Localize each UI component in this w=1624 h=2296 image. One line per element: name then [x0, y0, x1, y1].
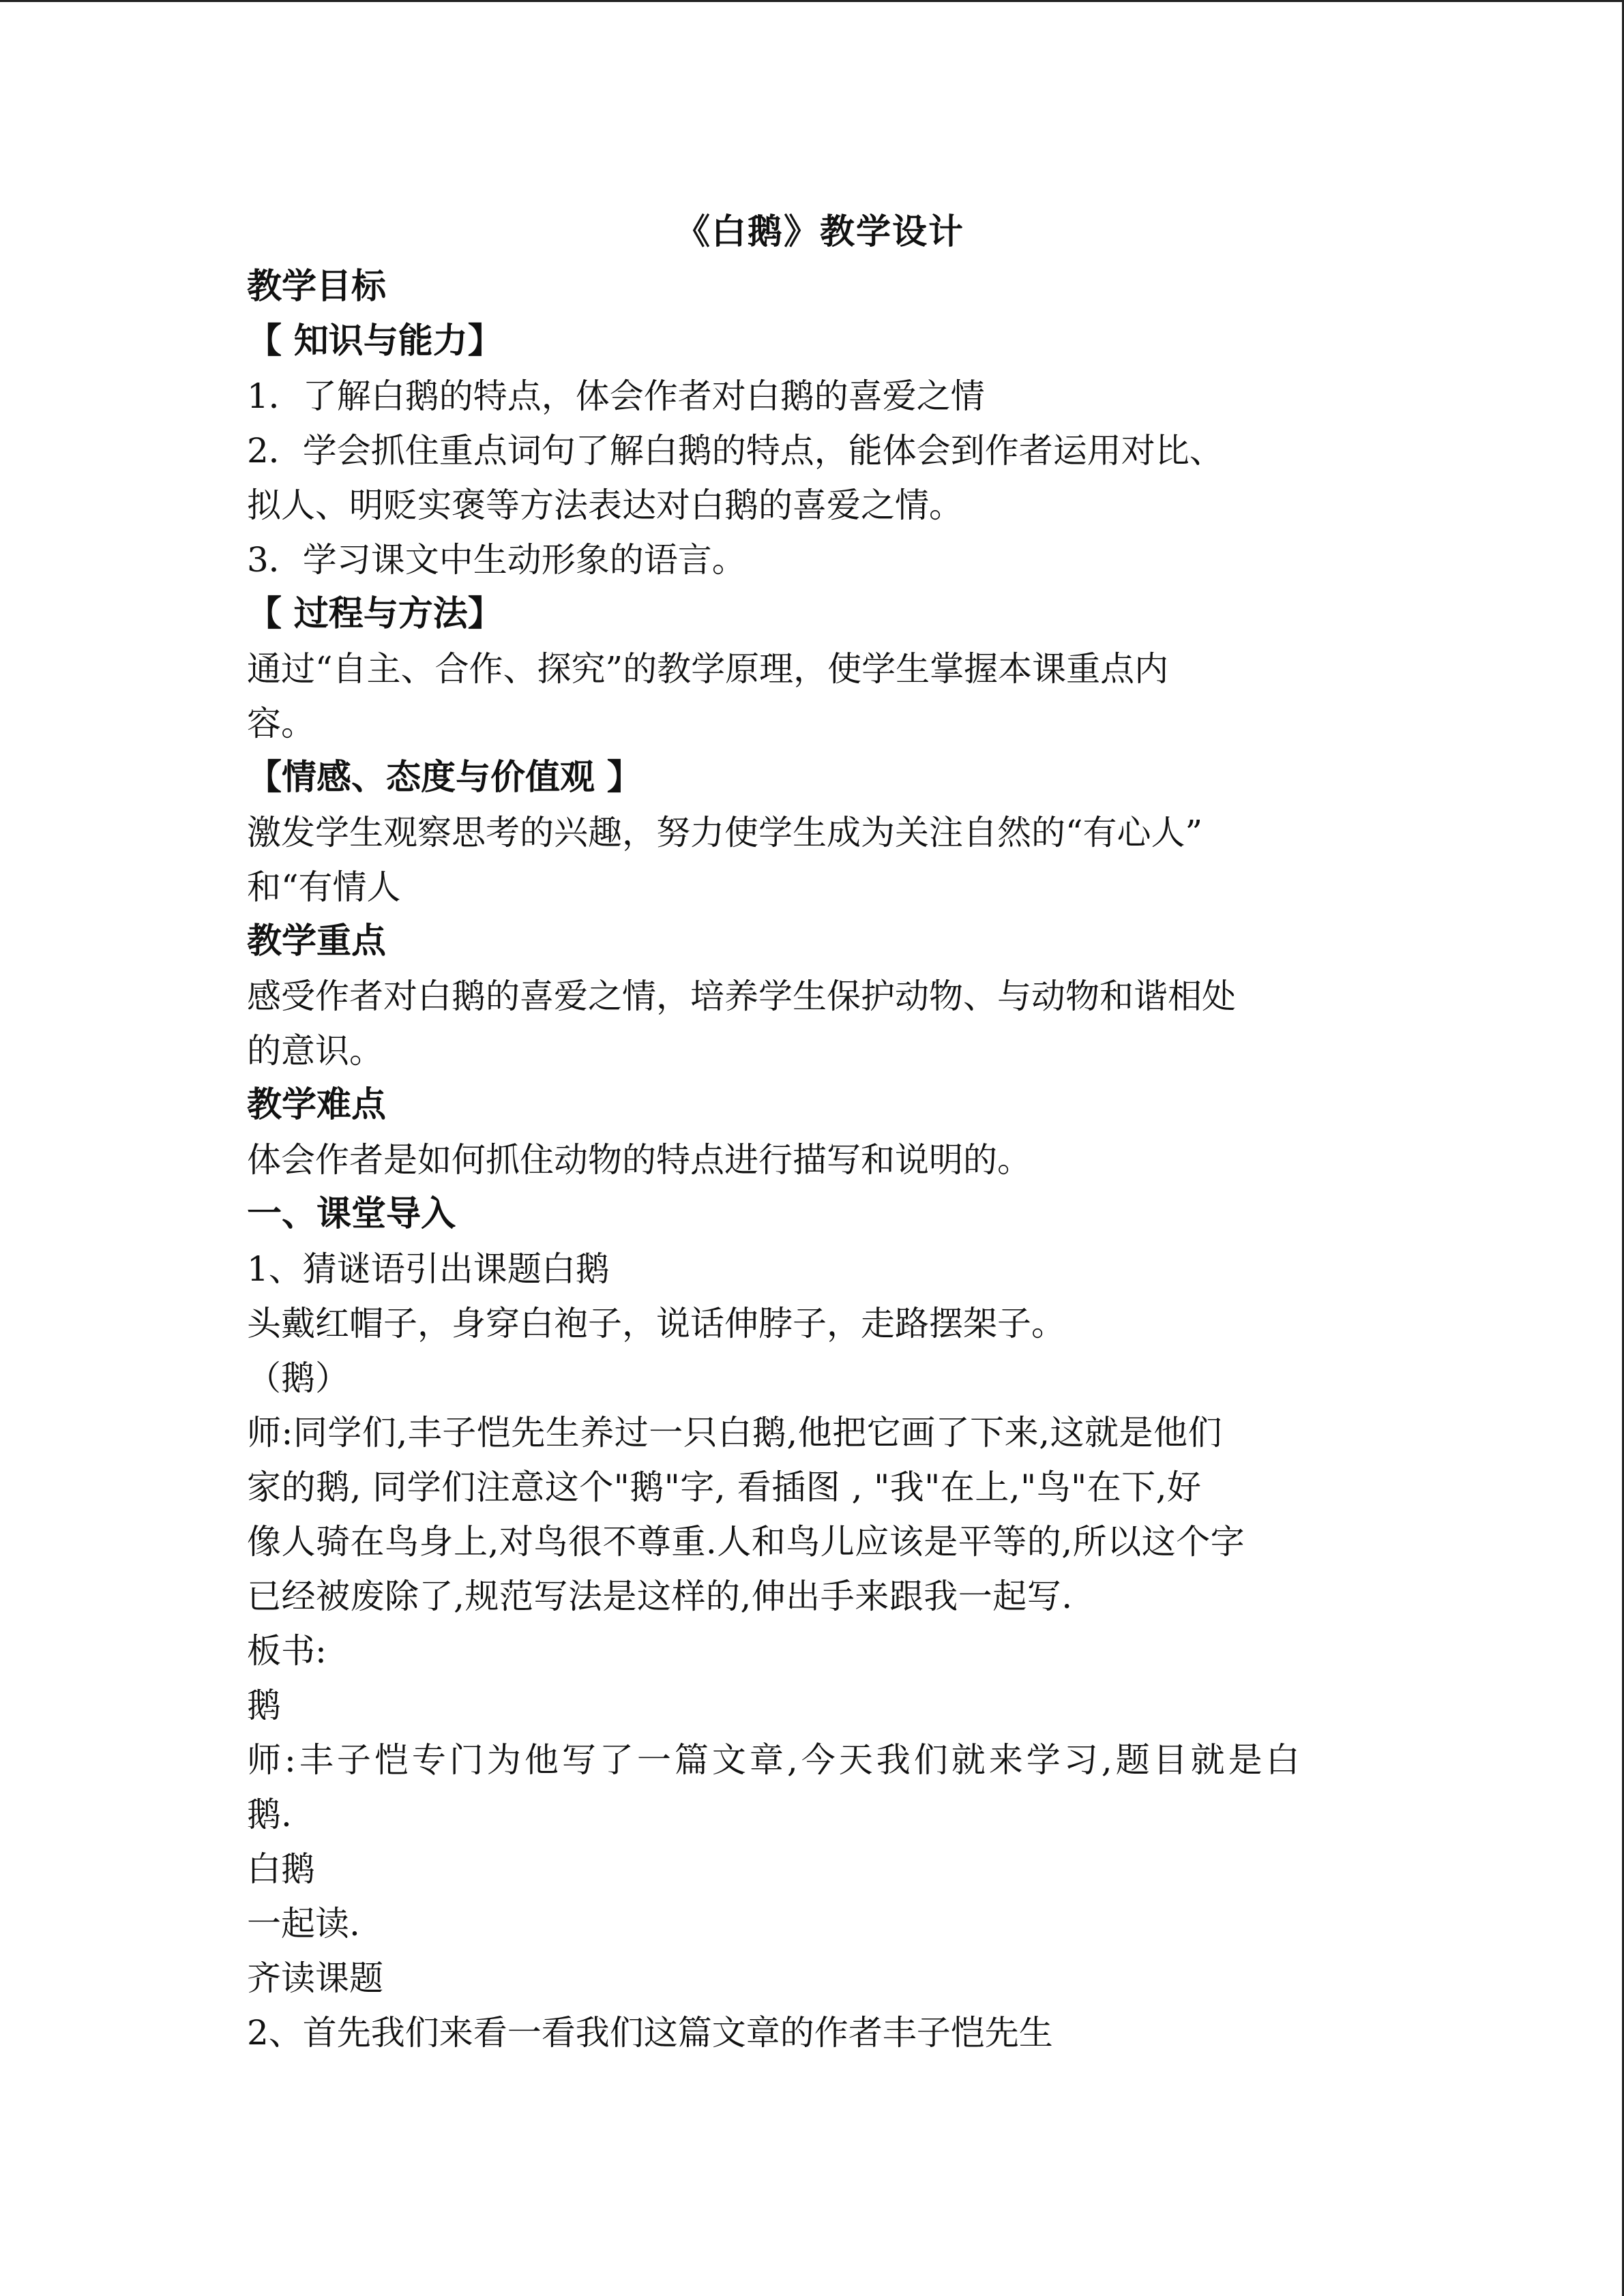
paragraph-line: 感受作者对白鹅的喜爱之情，培养学生保护动物、与动物和谐相处	[247, 976, 1236, 1016]
paragraph-line: 体会作者是如何抓住动物的特点进行描写和说明的。	[247, 1140, 1031, 1180]
paragraph-line: 容。	[247, 704, 315, 743]
document-lines	[247, 260, 1393, 2060]
paragraph-line: 齐读课题	[247, 1958, 383, 1998]
paragraph-line: 头戴红帽子，身穿白袍子，说话伸脖子，走路摆架子。	[247, 1304, 1065, 1343]
paragraph-line: 鹅.	[247, 1795, 292, 1834]
section-heading: 一、课堂导入	[247, 1194, 456, 1234]
document-body	[247, 205, 1393, 2060]
paragraph-line: 3．学习课文中生动形象的语言。	[247, 540, 746, 580]
paragraph-line: 拟人、明贬实褒等方法表达对白鹅的喜爱之情。	[247, 486, 963, 525]
section-heading: 教学目标	[247, 267, 387, 307]
paragraph-line: 的意识。	[247, 1031, 383, 1071]
paragraph-line: 板书:	[247, 1631, 327, 1671]
paragraph-line: 2、首先我们来看一看我们这篇文章的作者丰子恺先生	[247, 2013, 1053, 2053]
paragraph-line: 通过“自主、合作、探究”的教学原理，使学生掌握本课重点内	[247, 649, 1169, 689]
paragraph-line: 家的鹅, 同学们注意这个"鹅"字, 看插图 , "我"在上,"鸟"在下,好	[247, 1467, 1202, 1507]
paragraph-line: 像人骑在鸟身上,对鸟很不尊重.人和鸟儿应该是平等的,所以这个字	[247, 1522, 1245, 1562]
section-heading: 教学重点	[247, 921, 387, 961]
paragraph-line: 2．学会抓住重点词句了解白鹅的特点，能体会到作者运用对比、	[247, 431, 1224, 471]
paragraph-line: 白鹅	[247, 1849, 315, 1889]
section-heading: 教学难点	[247, 1085, 387, 1125]
document-title: 《白鹅》教学设计	[675, 212, 964, 252]
section-heading: 【 知识与能力】	[247, 321, 503, 361]
paragraph-line: 师:同学们,丰子恺先生养过一只白鹅,他把它画了下来,这就是他们	[247, 1413, 1223, 1452]
paragraph-line: 已经被废除了,规范写法是这样的,伸出手来跟我一起写.	[247, 1577, 1073, 1616]
paragraph-line: 1、猜谜语引出课题白鹅	[247, 1249, 610, 1289]
paragraph-line: （鹅）	[247, 1358, 349, 1398]
paragraph-line: 激发学生观察思考的兴趣，努力使学生成为关注自然的“有心人”	[247, 813, 1203, 852]
section-heading: 【 过程与方法】	[247, 594, 503, 634]
section-heading: 【情感、态度与价值观 】	[247, 758, 642, 798]
paragraph-line: 一起读.	[247, 1904, 360, 1943]
paragraph-line: 师:丰子恺专门为他写了一篇文章,今天我们就来学习,题目就是白	[247, 1740, 1303, 1780]
paragraph-line: 鹅	[247, 1686, 281, 1725]
paragraph-line: 和“有情人	[247, 867, 401, 907]
paragraph-line: 1．了解白鹅的特点，体会作者对白鹅的喜爱之情	[247, 376, 985, 416]
